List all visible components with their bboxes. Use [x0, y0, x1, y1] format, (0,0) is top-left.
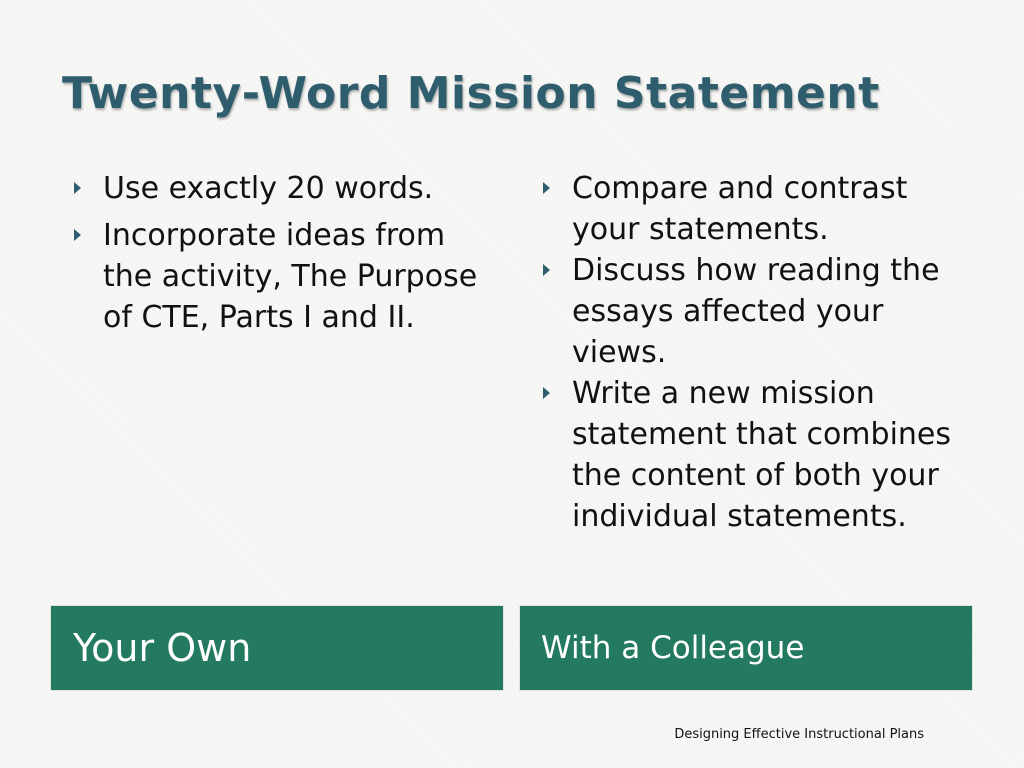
your-own-label-box — [51, 606, 503, 690]
left-bullet-list — [72, 168, 502, 344]
with-colleague-label: With a Colleague — [541, 630, 805, 666]
triangle-right-icon — [543, 182, 550, 194]
bullet-item — [541, 373, 981, 537]
slide-title: Twenty-Word Mission Statement — [62, 68, 880, 119]
bullet-text: Write a new mission statement that combines the content of both your individual statements. — [572, 376, 951, 534]
with-colleague-label-box — [520, 606, 972, 690]
triangle-right-icon — [74, 229, 81, 241]
bullet-text: Use exactly 20 words. — [103, 171, 434, 206]
bullet-item — [72, 215, 502, 338]
bullet-item — [541, 168, 981, 250]
bullet-item — [72, 168, 502, 209]
bullet-text: Discuss how reading the essays affected your views. — [572, 253, 940, 370]
triangle-right-icon — [74, 182, 81, 194]
triangle-right-icon — [543, 387, 550, 399]
bullet-text: Incorporate ideas from the activity, The Purpose of CTE, Parts I and II. — [103, 218, 478, 335]
right-bullet-list — [541, 168, 981, 537]
triangle-right-icon — [543, 264, 550, 276]
your-own-label: Your Own — [73, 626, 252, 670]
slide-footer: Designing Effective Instructional Plans — [674, 727, 924, 742]
bullet-text: Compare and contrast your statements. — [572, 171, 908, 247]
bullet-item — [541, 250, 981, 373]
